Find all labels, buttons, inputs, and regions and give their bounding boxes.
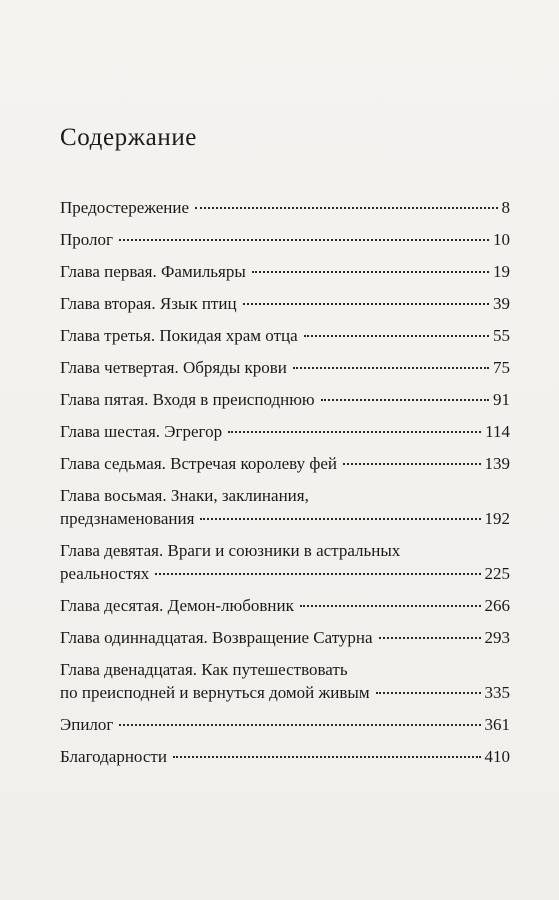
dot-leader bbox=[119, 724, 480, 726]
toc-entry-page: 10 bbox=[493, 230, 510, 249]
dot-leader bbox=[243, 303, 489, 305]
toc-entry-chapter-1 bbox=[60, 260, 510, 283]
toc-entry-page: 192 bbox=[484, 509, 510, 528]
toc-entry-page: 75 bbox=[493, 358, 510, 377]
toc-entry-label: Глава одиннадцатая. Возвращение Сатурна bbox=[60, 628, 373, 647]
contents-heading: Содержание bbox=[60, 124, 197, 151]
dot-leader bbox=[119, 239, 489, 241]
dot-leader bbox=[293, 367, 489, 369]
toc-entry-label: Глава десятая. Демон-любовник bbox=[60, 596, 294, 615]
dot-leader bbox=[343, 463, 480, 465]
toc-entry-label-line2: по преисподней и вернуться домой живым bbox=[60, 683, 370, 702]
toc-entry-label: Глава вторая. Язык птиц bbox=[60, 294, 237, 313]
toc-entry-page: 114 bbox=[485, 422, 510, 441]
toc-entry-acknowledgements bbox=[60, 745, 510, 768]
toc-entry-chapter-9 bbox=[60, 539, 510, 585]
toc-entry-page: 91 bbox=[493, 390, 510, 409]
toc-entry-page: 410 bbox=[484, 747, 510, 766]
toc-entry-page: 39 bbox=[493, 294, 510, 313]
toc-entry-page: 266 bbox=[484, 596, 510, 615]
dot-leader bbox=[173, 756, 481, 758]
toc-entry-epilogue bbox=[60, 713, 510, 736]
toc-entry-chapter-10 bbox=[60, 594, 510, 617]
toc-entry-label-line1: Глава двенадцатая. Как путешествовать bbox=[60, 660, 348, 679]
dot-leader bbox=[155, 573, 480, 575]
dot-leader bbox=[200, 518, 480, 520]
toc-entry-chapter-4 bbox=[60, 356, 510, 379]
toc-entry-label: Глава шестая. Эгрегор bbox=[60, 422, 223, 441]
toc-entry-chapter-8 bbox=[60, 484, 510, 530]
toc-entry-label-line2: реальностях bbox=[60, 564, 150, 583]
toc-entry-label: Глава третья. Покидая храм отца bbox=[60, 326, 298, 345]
toc-entry-chapter-5 bbox=[60, 388, 510, 411]
toc-entry-label: Предостережение bbox=[60, 198, 190, 217]
toc-entry-page: 335 bbox=[484, 683, 510, 702]
toc-entry-chapter-6 bbox=[60, 420, 510, 443]
dot-leader bbox=[321, 399, 489, 401]
toc-entry-warning bbox=[60, 196, 510, 219]
toc-entry-label: Глава четвертая. Обряды крови bbox=[60, 358, 287, 377]
toc-entry-page: 139 bbox=[484, 454, 510, 473]
dot-leader bbox=[300, 605, 481, 607]
toc-entry-page: 55 bbox=[493, 326, 510, 345]
toc-entry-label-line1: Глава девятая. Враги и союзники в астральных bbox=[60, 541, 401, 560]
toc-entry-page: 293 bbox=[484, 628, 510, 647]
toc-entry-label: Эпилог bbox=[60, 715, 114, 734]
toc-entry-label: Глава седьмая. Встречая королеву фей bbox=[60, 454, 338, 473]
toc-entry-label: Глава первая. Фамильяры bbox=[60, 262, 246, 281]
dot-leader bbox=[252, 271, 489, 273]
toc-entry-label: Пролог bbox=[60, 230, 114, 249]
dot-leader bbox=[379, 637, 481, 639]
dot-leader bbox=[376, 692, 481, 694]
toc-entry-label: Глава пятая. Входя в преисподнюю bbox=[60, 390, 315, 409]
toc-entry-prologue bbox=[60, 228, 510, 251]
dot-leader bbox=[195, 207, 497, 209]
toc-entry-page: 8 bbox=[501, 198, 510, 217]
dot-leader bbox=[304, 335, 489, 337]
toc-entry-chapter-12 bbox=[60, 658, 510, 704]
toc-entry-label-line1: Глава восьмая. Знаки, заклинания, bbox=[60, 486, 309, 505]
table-of-contents bbox=[60, 196, 510, 777]
toc-entry-chapter-2 bbox=[60, 292, 510, 315]
toc-entry-chapter-7 bbox=[60, 452, 510, 475]
toc-entry-chapter-11 bbox=[60, 626, 510, 649]
toc-entry-label-line2: предзнаменования bbox=[60, 509, 195, 528]
dot-leader bbox=[228, 431, 481, 433]
toc-entry-page: 361 bbox=[484, 715, 510, 734]
toc-entry-page: 19 bbox=[493, 262, 510, 281]
toc-entry-page: 225 bbox=[484, 564, 510, 583]
toc-entry-chapter-3 bbox=[60, 324, 510, 347]
toc-entry-label: Благодарности bbox=[60, 747, 167, 766]
